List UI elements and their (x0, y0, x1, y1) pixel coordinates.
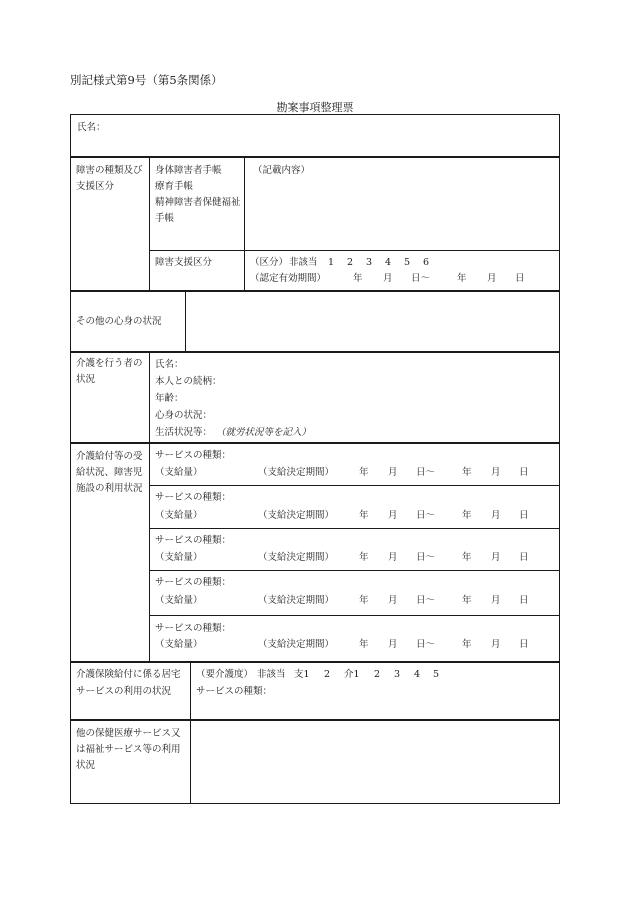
service-amount-label: （支給量） (155, 595, 203, 606)
other-services-divider (190, 720, 191, 804)
notebook-mental: 精神障害者保健福祉 (155, 197, 241, 208)
other-services-label-line3: 状況 (76, 760, 96, 771)
service-period-label: （支給決定期間） (258, 510, 335, 521)
service-period-label: （支給決定期間） (258, 639, 335, 650)
service-day-from: 日〜 (416, 467, 436, 478)
service-year-from: 年 (359, 595, 369, 606)
service-type-label: サービスの種類： (155, 577, 232, 588)
care-insurance-divider (190, 662, 191, 720)
services-hline-3 (149, 570, 560, 571)
service-amount-label: （支給量） (155, 467, 203, 478)
service-day-to: 日 (519, 552, 529, 563)
service-month-from: 月 (388, 639, 398, 650)
validity-day-from: 日〜 (411, 273, 431, 284)
disability-section (70, 157, 560, 291)
validity-day-2: 日 (515, 273, 525, 284)
service-year-to: 年 (462, 595, 472, 606)
classification-level-6: 6 (423, 257, 430, 268)
care-level-5: 5 (433, 669, 440, 680)
classification-level-5: 5 (404, 257, 411, 268)
service-day-to: 日 (519, 595, 529, 606)
classification-level-4: 4 (385, 257, 392, 268)
service-year-from: 年 (359, 510, 369, 521)
notebook-rehab: 療育手帳 (155, 181, 194, 192)
notebook-mental-suffix: 手帳 (155, 213, 175, 224)
care-insurance-label-line1: 介護保険給付に係る居宅 (76, 669, 181, 680)
service-day-from: 日〜 (416, 639, 436, 650)
service-day-from: 日〜 (416, 595, 436, 606)
service-period-label: （支給決定期間） (258, 552, 335, 563)
form-number: 別記様式第9号（第5条関係） (70, 73, 223, 87)
service-period-label: （支給決定期間） (258, 467, 335, 478)
disability-divider-1 (149, 157, 150, 291)
support-level-1: 支1 (294, 669, 310, 680)
record-note: （記載内容） (253, 165, 311, 176)
service-month-from: 月 (388, 510, 398, 521)
service-month-to: 月 (491, 510, 501, 521)
classification-level-1: 1 (328, 257, 335, 268)
service-amount-label: （支給量） (155, 552, 203, 563)
service-month-from: 月 (388, 552, 398, 563)
service-month-to: 月 (491, 552, 501, 563)
service-type-label: サービスの種類： (155, 623, 232, 634)
classification-level-2: 2 (347, 257, 354, 268)
service-year-to: 年 (462, 510, 472, 521)
mind-body-divider (185, 291, 186, 352)
validity-year-1: 年 (353, 273, 363, 284)
service-year-from: 年 (359, 467, 369, 478)
support-classification-label: 障害支援区分 (155, 257, 213, 268)
disability-divider-2 (244, 157, 245, 291)
service-day-from: 日〜 (416, 510, 436, 521)
service-day-to: 日 (519, 639, 529, 650)
caregiver-field-age: 年齢： (155, 393, 184, 404)
service-month-to: 月 (491, 639, 501, 650)
care-level-4: 4 (414, 669, 421, 680)
caregiver-field-relation: 本人との続柄： (155, 376, 222, 387)
notebook-physical: 身体障害者手帳 (155, 165, 222, 176)
care-level-label: （要介護度） (196, 669, 254, 680)
service-month-to: 月 (491, 467, 501, 478)
care-service-type: サービスの種類： (196, 686, 273, 697)
validity-month-2: 月 (487, 273, 497, 284)
disability-hline (149, 250, 560, 251)
classification-not-applicable: 非該当 (289, 257, 318, 268)
care-insurance-label-line2: サービスの利用の状況 (76, 686, 172, 697)
name-row (70, 114, 560, 157)
name-label: 氏名： (77, 122, 106, 133)
service-period-label: （支給決定期間） (258, 595, 335, 606)
other-services-label-line2: は福祉サービス等の利用 (76, 744, 181, 755)
care-level-1: 介1 (344, 669, 360, 680)
caregiver-label-line2: 状況 (76, 374, 96, 385)
caregiver-field-name: 氏名： (155, 359, 184, 370)
mind-body-label: その他の心身の状況 (76, 316, 162, 327)
services-label-line2: 給状況、障害児 (76, 467, 143, 478)
service-day-to: 日 (519, 510, 529, 521)
caregiver-field-condition: 心身の状況： (155, 410, 213, 421)
service-month-from: 月 (388, 467, 398, 478)
caregiver-note: （就労状況等を記入） (216, 427, 312, 438)
caregiver-field-living: 生活状況等： (155, 427, 213, 438)
validity-month-1: 月 (383, 273, 393, 284)
services-divider (149, 443, 150, 662)
disability-label-line2: 支援区分 (76, 181, 115, 192)
care-level-3: 3 (394, 669, 401, 680)
service-year-to: 年 (462, 467, 472, 478)
validity-year-2: 年 (457, 273, 467, 284)
service-type-label: サービスの種類： (155, 492, 232, 503)
service-year-from: 年 (359, 639, 369, 650)
other-services-label-line1: 他の保健医療サービス又 (76, 728, 181, 739)
caregiver-section (70, 352, 560, 443)
service-month-to: 月 (491, 595, 501, 606)
service-amount-label: （支給量） (155, 639, 203, 650)
service-year-to: 年 (462, 552, 472, 563)
form-title: 勘案事項整理票 (276, 101, 354, 114)
disability-label-line1: 障害の種類及び (76, 165, 143, 176)
service-year-to: 年 (462, 639, 472, 650)
services-label-line3: 施設の利用状況 (76, 483, 143, 494)
services-hline-2 (149, 528, 560, 529)
classification-label: （区分） (250, 257, 289, 268)
service-year-from: 年 (359, 552, 369, 563)
caregiver-label-line1: 介護を行う者の (76, 358, 143, 369)
services-label-line1: 介護給付等の受 (76, 451, 143, 462)
service-day-to: 日 (519, 467, 529, 478)
service-type-label: サービスの種類： (155, 450, 232, 461)
classification-level-3: 3 (366, 257, 373, 268)
care-level-2: 2 (374, 669, 381, 680)
service-type-label: サービスの種類： (155, 535, 232, 546)
service-day-from: 日〜 (416, 552, 436, 563)
services-hline-1 (149, 485, 560, 486)
caregiver-divider (149, 352, 150, 443)
support-level-2: 2 (324, 669, 331, 680)
service-amount-label: （支給量） (155, 510, 203, 521)
services-hline-4 (149, 615, 560, 616)
care-not-applicable: 非該当 (257, 669, 286, 680)
validity-label: （認定有効期間） (250, 273, 327, 284)
service-month-from: 月 (388, 595, 398, 606)
